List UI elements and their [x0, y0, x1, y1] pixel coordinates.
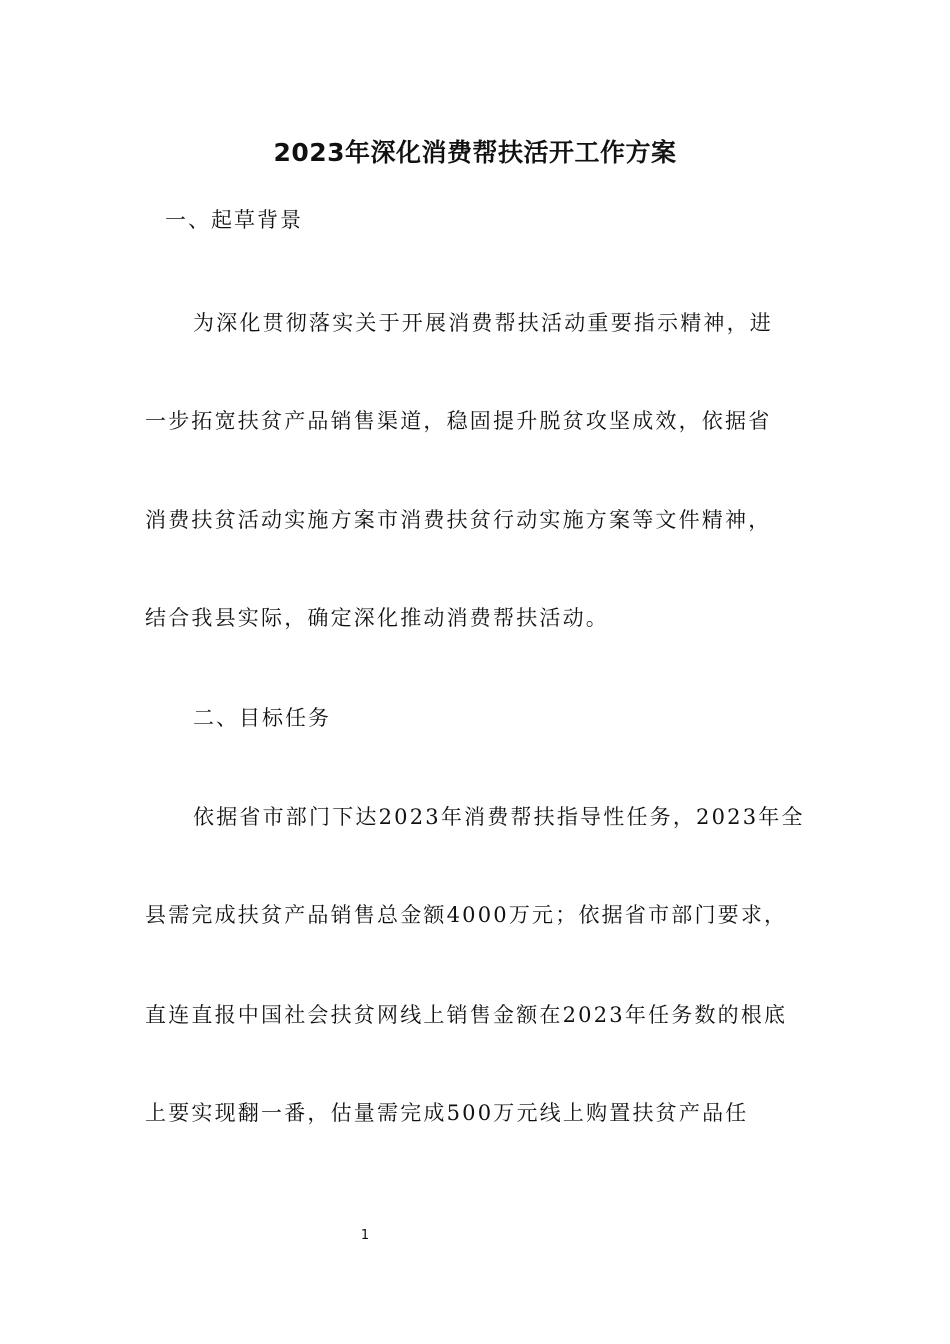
paragraph-line: 县需完成扶贫产品销售总金额4000万元；依据省市部门要求， — [145, 903, 788, 927]
paragraph-line: 结合我县实际，确定深化推动消费帮扶活动。 — [145, 606, 609, 630]
section-heading-background: 一、起草背景 — [165, 208, 303, 232]
paragraph-line: 上要实现翻一番，估量需完成500万元线上购置扶贫产品任 — [145, 1101, 749, 1125]
paragraph-line: 消费扶贫活动实施方案市消费扶贫行动实施方案等文件精神， — [145, 508, 772, 532]
section-heading-targets: 二、目标任务 — [193, 706, 331, 730]
document-title: 2023年深化消费帮扶活开工作方案 — [273, 138, 677, 167]
page-number: 1 — [360, 1228, 370, 1243]
paragraph-line: 依据省市部门下达2023年消费帮扶指导性任务，2023年全 — [193, 805, 805, 829]
paragraph-line: 一步拓宽扶贫产品销售渠道，稳固提升脱贫攻坚成效，依据省 — [145, 409, 772, 433]
paragraph-line: 直连直报中国社会扶贫网线上销售金额在2023年任务数的根底 — [145, 1003, 788, 1027]
paragraph-line: 为深化贯彻落实关于开展消费帮扶活动重要指示精神，进 — [193, 311, 773, 335]
